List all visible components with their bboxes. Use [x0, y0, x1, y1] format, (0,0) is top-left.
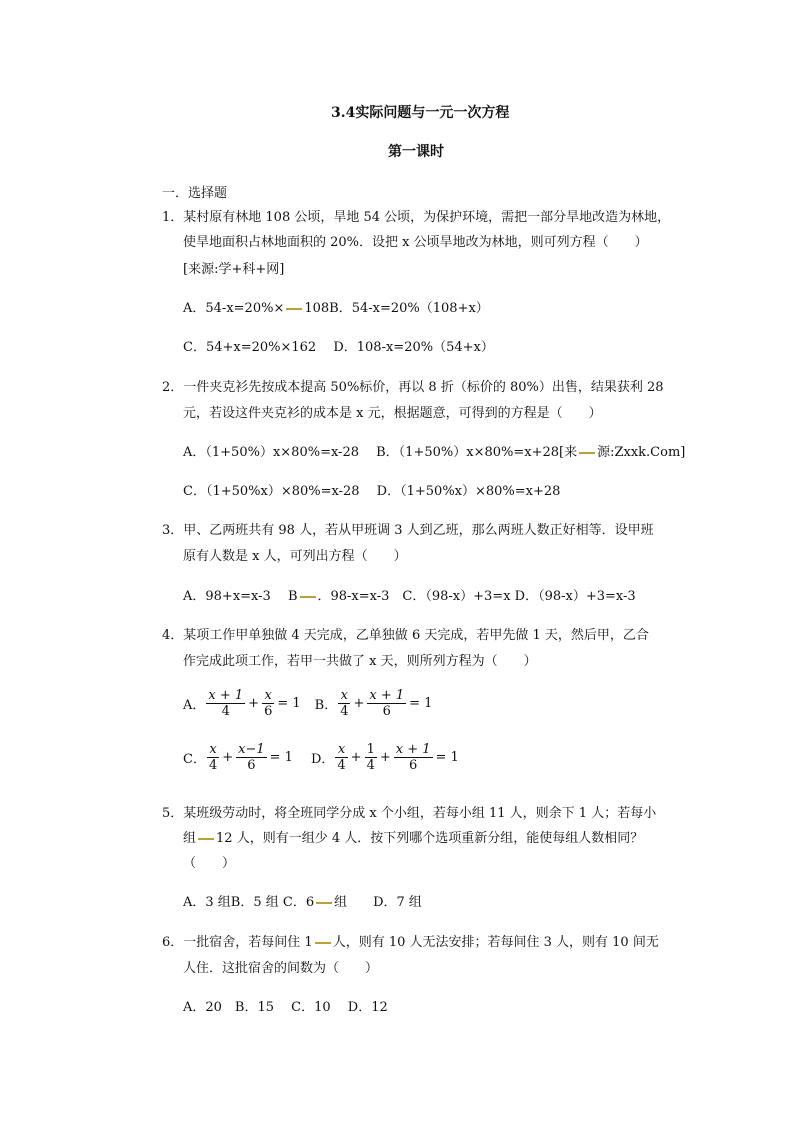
q3-line-1: 3．甲、乙两班共有 98 人，若从甲班调 3 人到乙班，那么两班人数正好相等．设甲班 [162, 523, 654, 538]
section-heading: 一．选择题 [162, 186, 228, 201]
q4-line-1: 4．某项工作甲单独做 4 天完成，乙单独做 6 天完成，若甲先做 1 天，然后甲，乙合 [162, 628, 649, 643]
q1-option-b: 108B．54-x=20%（108+x） [304, 301, 489, 316]
q5-options-1: A．3 组B．5 组 C．6 组 D．7 组 [183, 895, 422, 910]
q1-source-note: [来源:学+科+网] [183, 262, 285, 277]
fraction: $\frac{x}{4}$ [208, 742, 218, 773]
underline-mark [198, 838, 214, 840]
q4-options-ab: A． $\frac{x + 1}{4}$ + $\frac{x}{6}$ = 1 B． $\frac{x}{4}$ + $\frac{x + 1}{6}$ = 1 [183, 688, 433, 719]
fraction: $\frac{x}{6}$ [264, 688, 273, 719]
fraction: $\frac{x + 1}{4}$ [208, 688, 244, 719]
underline-mark [286, 308, 302, 310]
q3-line-2: 原有人数是 x 人，可列出方程（ ） [183, 549, 407, 564]
fraction: $\frac{1}{4}$ [366, 742, 375, 773]
q2-line-2: 元，若设这件夹克衫的成本是 x 元，根据题意，可得到的方程是（ ） [183, 406, 602, 421]
q4-option-a-label: A． [183, 698, 206, 713]
q2-options-2: C．（1+50%x）×80%=x-28 D．（1+50%x）×80%=x+28 [183, 484, 561, 499]
fraction: $\frac{x + 1}{6}$ [395, 742, 431, 773]
q4-option-b-label: B． [314, 698, 338, 713]
q5-line-1: 5．某班级劳动时，将全班同学分成 x 个小组，若每小组 11 人，则余下 1 人；若每小 [162, 806, 657, 821]
underline-mark [579, 452, 595, 454]
q3-option-bcd: ．98-x=x-3 C．（98-x）+3=x D．（98-x）+3=x-3 [317, 589, 636, 604]
q4-option-c-label: C． [183, 752, 206, 767]
q3-options-1 [183, 585, 636, 604]
q6-line-1: 6．一批宿舍，若每间住 1 人，则有 10 人无法安排；若每间住 3 人，则有 10 间无 [162, 935, 659, 950]
fraction: $\frac{x}{4}$ [340, 688, 349, 719]
q5-line-2: 组 12 人，则有一组少 4 人．按下列哪个选项重新分组，能使每组人数相同？ [183, 831, 644, 846]
q6-line-2: 人住．这批宿舍的间数为（ ） [183, 961, 379, 976]
fraction: $\frac{x-1}{6}$ [238, 742, 265, 773]
q3-option-ab: A．98+x=x-3 B [183, 589, 298, 604]
underline-mark [316, 902, 332, 904]
underline-mark [300, 596, 316, 598]
q1-line-1: 1．某村原有林地 108 公顷，旱地 54 公顷，为保护环境，需把一部分旱地改造为林地， [162, 210, 671, 225]
q1-options-2: C．54+x=20%×162 D．108-x=20%（54+x） [183, 340, 494, 355]
fraction: $\frac{x}{4}$ [337, 742, 346, 773]
q6-options-1: A．20 B．15 C．10 D．12 [183, 1000, 388, 1015]
page-title: 3.4实际问题与一元一次方程 [331, 105, 510, 121]
q1-option-a: A．54-x=20%× [183, 301, 285, 316]
q2-line-1: 2．一件夹克衫先按成本提高 50%标价，再以 8 折（标价的 80%）出售，结果获利 28 [162, 380, 664, 395]
q2-source-note: 源:Zxxk.Com] [597, 445, 686, 460]
q1-options-1 [183, 297, 489, 316]
q2-options-1 [183, 441, 685, 460]
page-subtitle: 第一课时 [388, 144, 444, 160]
q5-line-3: （ ） [183, 856, 236, 871]
q4-options-cd: C． $\frac{x}{4}$ + $\frac{x-1}{6}$ = 1 D． $\frac{x}{4}$ + $\frac{1}{4}$ + $\frac{x + 1}{6}$ = 1 [183, 742, 459, 773]
underline-mark [315, 942, 331, 944]
q1-line-2: 使旱地面积占林地面积的 20%．设把 x 公顷旱地改为林地，则可列方程（ ） [183, 235, 648, 250]
q4-line-2: 作完成此项工作，若甲一共做了 x 天，则所列方程为（ ） [183, 654, 537, 669]
fraction: $\frac{x + 1}{6}$ [369, 688, 405, 719]
q2-option-ab: A．（1+50%）x×80%=x-28 B．（1+50%）x×80%=x+28[来 [183, 445, 578, 460]
q4-option-d-label: D． [310, 752, 335, 767]
